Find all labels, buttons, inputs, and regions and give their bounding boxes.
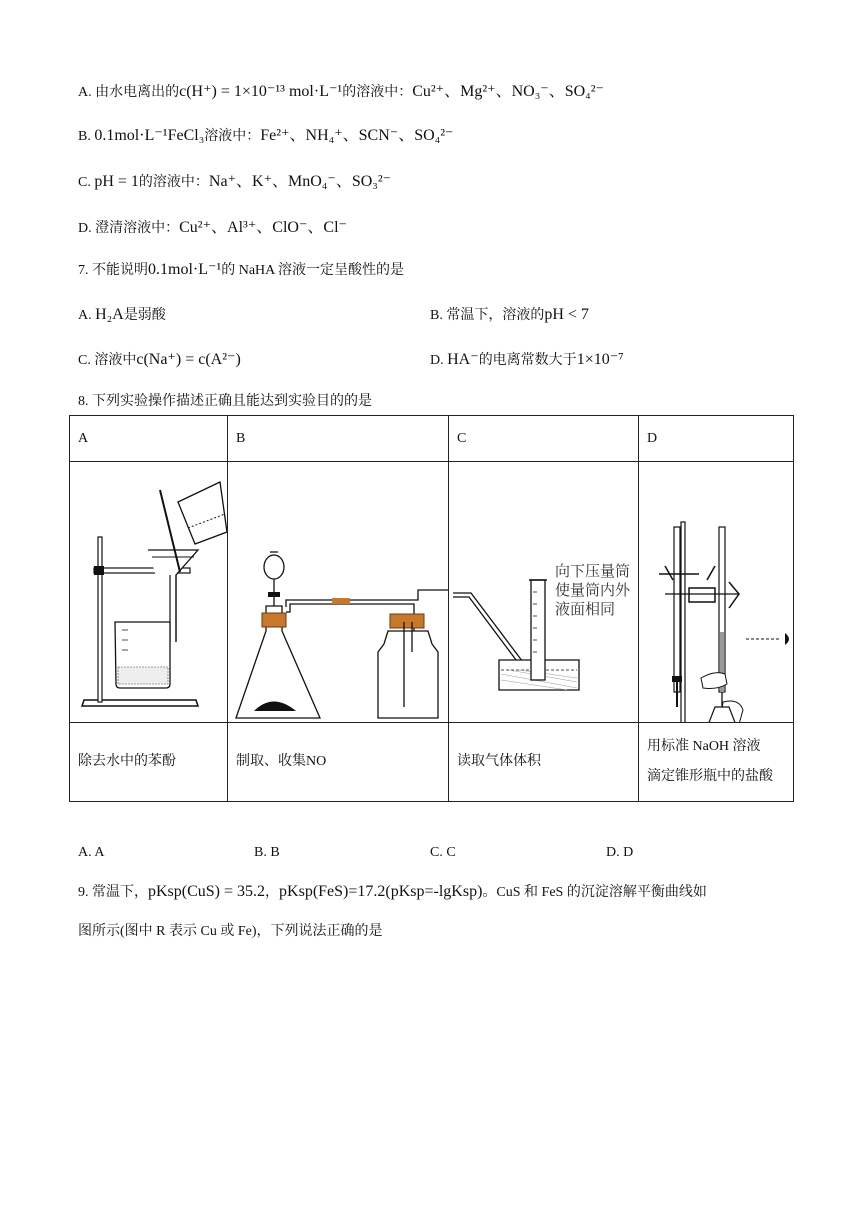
caption-cell-c: 读取气体体积 — [449, 723, 639, 802]
table-caption-row — [70, 723, 794, 802]
caption-line: 滴定锥形瓶中的盐酸 — [647, 769, 773, 784]
apparatus-d — [639, 462, 794, 723]
header-cell-d: D — [639, 416, 794, 462]
header-cell-b: B — [228, 416, 449, 462]
option-label: D. — [430, 353, 444, 368]
option-label: B. — [78, 129, 91, 144]
question-text: 的 NaHA 溶液一定呈酸性的是 — [221, 263, 405, 278]
q7-stem — [78, 259, 404, 279]
titration-apparatus-illustration — [639, 462, 793, 722]
q9-stem-line1 — [78, 881, 707, 901]
option-label: C. — [78, 353, 91, 368]
question-text: 。CuS 和 FeS 的沉淀溶解平衡曲线如 — [482, 885, 707, 900]
apparatus-b — [228, 462, 449, 723]
question-math: 0.1mol·L⁻¹ — [148, 261, 222, 278]
q7-option-a — [78, 304, 166, 324]
caption-line: 用标准 NaOH 溶液 — [647, 739, 761, 754]
option-math: pH < 7 — [544, 306, 589, 323]
question-math: pKsp(FeS)=17.2(pKsp=-lgKsp) — [279, 883, 483, 900]
option-math: H₂A — [95, 306, 124, 323]
caption-cell-a: 除去水中的苯酚 — [70, 723, 228, 802]
cylinder-note — [555, 562, 630, 619]
option-math: c(Na⁺) = c(A²⁻) — [136, 351, 241, 368]
option-math: 0.1mol·L⁻¹FeCl₃ — [94, 127, 205, 144]
option-text: 溶液中： — [204, 129, 261, 144]
option-text: 的溶液中： — [342, 85, 413, 100]
note-line: 液面相同 — [555, 600, 616, 618]
caption-cell-d — [639, 723, 794, 802]
q7-option-c — [78, 349, 241, 369]
q8-choice-d: D. D — [606, 845, 634, 860]
option-ions: Fe²⁺、NH₄⁺、SCN⁻、SO₄²⁻ — [260, 127, 454, 144]
option-ions: Cu²⁺、Al³⁺、ClO⁻、Cl⁻ — [179, 219, 347, 236]
note-line: 使量筒内外 — [555, 581, 631, 599]
option-text: 是弱酸 — [123, 308, 166, 323]
gas-generation-apparatus-illustration — [228, 462, 448, 722]
option-label: B. — [430, 308, 443, 323]
filtration-apparatus-illustration — [70, 462, 227, 722]
q6-option-d — [78, 214, 347, 237]
option-ions: Cu²⁺、Mg²⁺、NO₃⁻、SO₄²⁻ — [412, 83, 604, 100]
option-math: 1×10⁻⁷ — [576, 351, 624, 368]
option-text: 常温下，溶液的 — [446, 308, 545, 323]
option-label: D. — [78, 221, 92, 236]
header-cell-c: C — [449, 416, 639, 462]
option-math: c(H⁺) = 1×10⁻¹³ mol·L⁻¹ — [179, 83, 343, 100]
option-math: pH = 1 — [94, 173, 139, 190]
q9-stem-line2: 图所示(图中 R 表示 Cu 或 Fe)，下列说法正确的是 — [78, 924, 383, 939]
header-cell-a: A — [70, 416, 228, 462]
q8-choice-c: C. C — [430, 845, 456, 860]
caption-cell-b: 制取、收集NO — [228, 723, 449, 802]
option-text: 溶液中 — [94, 353, 137, 368]
apparatus-a — [70, 462, 228, 723]
experiment-table — [69, 415, 794, 802]
question-math: pKsp(CuS) = 35.2 — [148, 883, 266, 900]
option-text: 的溶液中： — [138, 175, 209, 190]
question-text: 9. 常温下， — [78, 885, 148, 900]
q6-option-a — [78, 78, 604, 101]
question-text: ， — [265, 885, 280, 900]
option-label: A. — [78, 308, 92, 323]
q8-choice-a: A. A — [78, 845, 105, 860]
note-line: 向下压量筒 — [555, 562, 631, 580]
option-text: 的电离常数大于 — [478, 353, 577, 368]
q6-option-c — [78, 168, 391, 191]
q7-option-b — [430, 304, 589, 324]
apparatus-c — [449, 462, 639, 723]
option-label: A. — [78, 85, 92, 100]
q8-choice-b: B. B — [254, 845, 280, 860]
table-header-row — [70, 416, 794, 462]
option-ions: Na⁺、K⁺、MnO₄⁻、SO₃²⁻ — [208, 173, 392, 190]
q7-option-d — [430, 349, 624, 369]
q6-option-b — [78, 122, 454, 145]
option-math: HA⁻ — [447, 351, 479, 368]
option-text: 由水电离出的 — [95, 85, 180, 100]
option-text: 澄清溶液中： — [95, 221, 180, 236]
table-image-row — [70, 462, 794, 723]
question-text: 7. 不能说明 — [78, 263, 148, 278]
option-label: C. — [78, 175, 91, 190]
q8-stem: 8. 下列实验操作描述正确且能达到实验目的的是 — [78, 394, 372, 409]
